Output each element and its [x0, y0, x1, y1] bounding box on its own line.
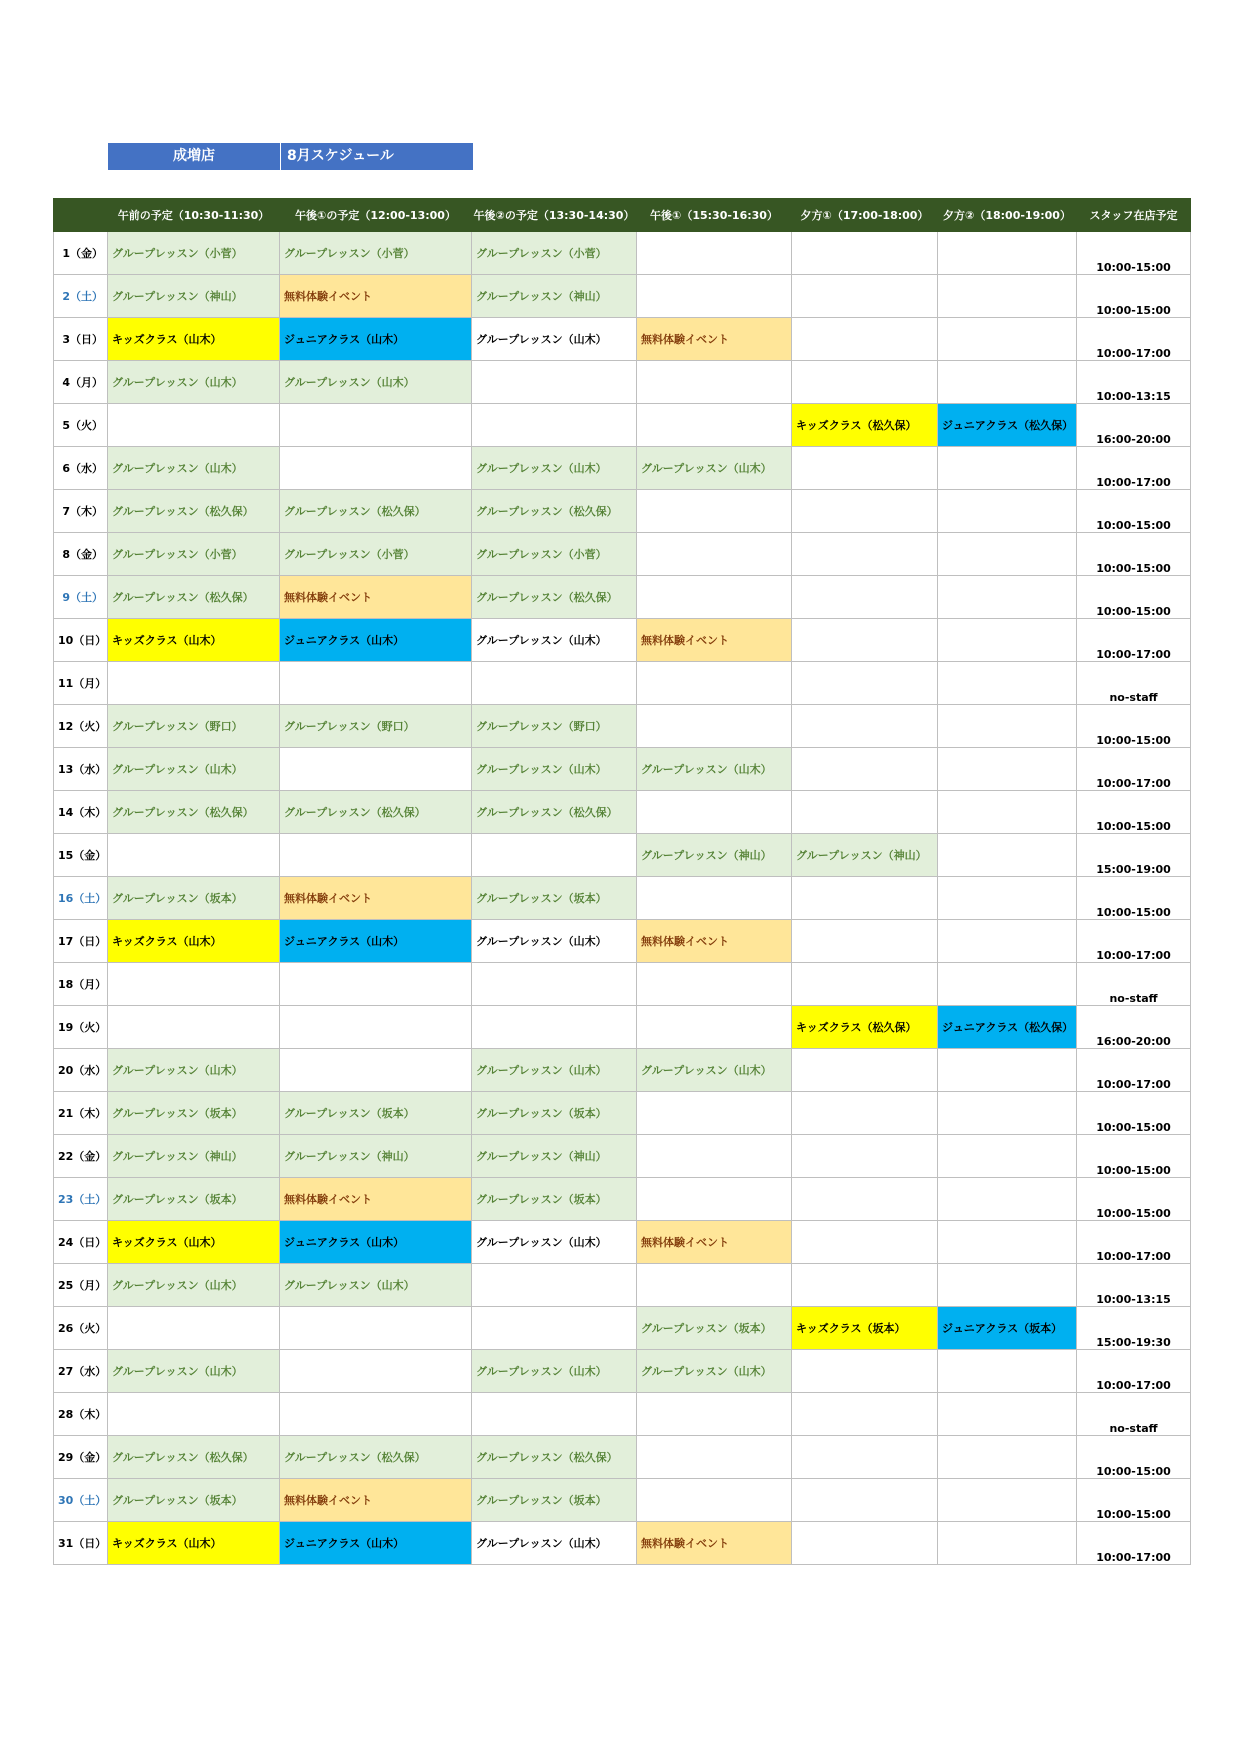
schedule-cell: [938, 662, 1077, 705]
schedule-cell: [938, 1221, 1077, 1264]
schedule-cell: [280, 1307, 472, 1350]
col-header-evening2: 夕方②（18:00-19:00）: [938, 199, 1077, 232]
schedule-cell: [938, 877, 1077, 920]
header-row: [54, 199, 1191, 232]
schedule-cell: [280, 1393, 472, 1436]
month-title: 8月スケジュール: [287, 148, 394, 164]
schedule-cell: グループレッスン（山木）: [637, 447, 792, 490]
staff-hours-cell: 15:00-19:00: [1077, 834, 1191, 877]
schedule-cell: 無料体験イベント: [280, 275, 472, 318]
schedule-cell: キッズクラス（松久保）: [792, 404, 938, 447]
table-row: [54, 1135, 1191, 1178]
schedule-cell: [280, 447, 472, 490]
schedule-cell: グループレッスン（山木）: [108, 1350, 280, 1393]
schedule-cell: キッズクラス（山木）: [108, 1221, 280, 1264]
table-row: [54, 1092, 1191, 1135]
col-header-afternoon3: 午後①（15:30-16:30）: [637, 199, 792, 232]
schedule-cell: グループレッスン（坂本）: [108, 1479, 280, 1522]
schedule-cell: [637, 232, 792, 275]
schedule-cell: 無料体験イベント: [637, 318, 792, 361]
schedule-cell: グループレッスン（小菅）: [472, 232, 637, 275]
table-row: [54, 275, 1191, 318]
schedule-cell: グループレッスン（山木）: [472, 920, 637, 963]
table-row: [54, 1522, 1191, 1565]
schedule-cell: [792, 1479, 938, 1522]
schedule-cell: グループレッスン（山木）: [280, 1264, 472, 1307]
schedule-cell: グループレッスン（山木）: [472, 447, 637, 490]
schedule-cell: [792, 920, 938, 963]
staff-hours-cell: 16:00-20:00: [1077, 404, 1191, 447]
staff-hours-cell: no-staff: [1077, 662, 1191, 705]
staff-hours-cell: 10:00-15:00: [1077, 1135, 1191, 1178]
schedule-cell: グループレッスン（山木）: [472, 619, 637, 662]
schedule-cell: キッズクラス（坂本）: [792, 1307, 938, 1350]
schedule-cell: [792, 1264, 938, 1307]
schedule-cell: [637, 490, 792, 533]
schedule-cell: グループレッスン（野口）: [472, 705, 637, 748]
date-cell: 21（木）: [54, 1092, 108, 1135]
schedule-cell: グループレッスン（山木）: [108, 1049, 280, 1092]
schedule-cell: [938, 705, 1077, 748]
col-header-date: [54, 199, 108, 232]
schedule-cell: ジュニアクラス（山木）: [280, 619, 472, 662]
date-cell: 14（木）: [54, 791, 108, 834]
staff-hours-cell: 10:00-13:15: [1077, 361, 1191, 404]
table-row: [54, 1264, 1191, 1307]
table-row: [54, 963, 1191, 1006]
date-cell: 13（水）: [54, 748, 108, 791]
schedule-cell: グループレッスン（小菅）: [280, 232, 472, 275]
schedule-cell: [792, 232, 938, 275]
date-cell: 28（木）: [54, 1393, 108, 1436]
table-row: [54, 1049, 1191, 1092]
date-cell: 25（月）: [54, 1264, 108, 1307]
schedule-cell: グループレッスン（松久保）: [472, 1436, 637, 1479]
schedule-cell: 無料体験イベント: [280, 1479, 472, 1522]
schedule-cell: [637, 1178, 792, 1221]
staff-hours-cell: 10:00-17:00: [1077, 318, 1191, 361]
schedule-cell: [472, 1393, 637, 1436]
date-cell: 17（日）: [54, 920, 108, 963]
schedule-cell: グループレッスン（山木）: [472, 1522, 637, 1565]
table-row: [54, 318, 1191, 361]
staff-hours-cell: 10:00-15:00: [1077, 877, 1191, 920]
schedule-cell: [938, 1135, 1077, 1178]
schedule-cell: [938, 834, 1077, 877]
schedule-cell: [280, 662, 472, 705]
table-row: [54, 447, 1191, 490]
schedule-cell: ジュニアクラス（山木）: [280, 920, 472, 963]
title-bar: [108, 143, 473, 170]
schedule-cell: [938, 1350, 1077, 1393]
table-row: [54, 576, 1191, 619]
schedule-cell: [938, 576, 1077, 619]
schedule-cell: [792, 1221, 938, 1264]
date-cell: 27（水）: [54, 1350, 108, 1393]
table-row: [54, 834, 1191, 877]
schedule-cell: [108, 963, 280, 1006]
schedule-cell: [637, 533, 792, 576]
schedule-cell: [792, 705, 938, 748]
schedule-cell: [938, 791, 1077, 834]
schedule-cell: [637, 877, 792, 920]
table-row: [54, 1393, 1191, 1436]
date-cell: 23（土）: [54, 1178, 108, 1221]
schedule-cell: キッズクラス（山木）: [108, 318, 280, 361]
schedule-cell: [792, 662, 938, 705]
schedule-cell: [792, 963, 938, 1006]
staff-hours-cell: 10:00-15:00: [1077, 1092, 1191, 1135]
schedule-cell: キッズクラス（山木）: [108, 1522, 280, 1565]
schedule-cell: ジュニアクラス（山木）: [280, 318, 472, 361]
date-cell: 29（金）: [54, 1436, 108, 1479]
date-cell: 4（月）: [54, 361, 108, 404]
staff-hours-cell: 10:00-15:00: [1077, 232, 1191, 275]
staff-hours-cell: 10:00-15:00: [1077, 275, 1191, 318]
schedule-cell: グループレッスン（神山）: [637, 834, 792, 877]
schedule-cell: グループレッスン（神山）: [792, 834, 938, 877]
col-header-afternoon2: 午後②の予定（13:30-14:30）: [472, 199, 637, 232]
schedule-cell: [472, 963, 637, 1006]
date-cell: 12（火）: [54, 705, 108, 748]
schedule-cell: グループレッスン（松久保）: [108, 490, 280, 533]
schedule-cell: 無料体験イベント: [637, 920, 792, 963]
schedule-cell: [938, 1393, 1077, 1436]
schedule-cell: グループレッスン（坂本）: [472, 1092, 637, 1135]
staff-hours-cell: 10:00-15:00: [1077, 1178, 1191, 1221]
date-cell: 31（日）: [54, 1522, 108, 1565]
schedule-cell: [938, 1522, 1077, 1565]
schedule-cell: グループレッスン（松久保）: [280, 791, 472, 834]
schedule-cell: [637, 1393, 792, 1436]
staff-hours-cell: 10:00-15:00: [1077, 791, 1191, 834]
staff-hours-cell: 10:00-15:00: [1077, 576, 1191, 619]
store-name: 成増店: [108, 143, 281, 170]
schedule-cell: 無料体験イベント: [637, 1522, 792, 1565]
table-row: [54, 920, 1191, 963]
schedule-cell: [280, 404, 472, 447]
date-cell: 6（水）: [54, 447, 108, 490]
schedule-cell: [108, 1393, 280, 1436]
schedule-cell: [280, 748, 472, 791]
table-row: [54, 662, 1191, 705]
schedule-cell: [938, 619, 1077, 662]
schedule-cell: [637, 705, 792, 748]
staff-hours-cell: 10:00-15:00: [1077, 705, 1191, 748]
schedule-cell: グループレッスン（野口）: [280, 705, 472, 748]
table-row: [54, 1178, 1191, 1221]
table-row: [54, 1350, 1191, 1393]
date-cell: 22（金）: [54, 1135, 108, 1178]
schedule-cell: 無料体験イベント: [280, 877, 472, 920]
schedule-cell: [637, 662, 792, 705]
schedule-cell: グループレッスン（山木）: [108, 361, 280, 404]
date-cell: 16（土）: [54, 877, 108, 920]
schedule-cell: [792, 877, 938, 920]
schedule-cell: [637, 1092, 792, 1135]
schedule-cell: [472, 361, 637, 404]
table-row: [54, 619, 1191, 662]
table-row: [54, 1006, 1191, 1049]
staff-hours-cell: no-staff: [1077, 963, 1191, 1006]
schedule-cell: [792, 1049, 938, 1092]
staff-hours-cell: 10:00-17:00: [1077, 1522, 1191, 1565]
schedule-cell: [938, 232, 1077, 275]
schedule-cell: グループレッスン（神山）: [280, 1135, 472, 1178]
table-row: [54, 404, 1191, 447]
schedule-cell: グループレッスン（神山）: [108, 275, 280, 318]
schedule-cell: [938, 1479, 1077, 1522]
schedule-cell: [938, 748, 1077, 791]
schedule-cell: [938, 1049, 1077, 1092]
schedule-cell: [472, 1307, 637, 1350]
staff-hours-cell: 10:00-15:00: [1077, 1479, 1191, 1522]
schedule-cell: [938, 963, 1077, 1006]
schedule-cell: グループレッスン（坂本）: [108, 1092, 280, 1135]
schedule-cell: グループレッスン（坂本）: [637, 1307, 792, 1350]
schedule-cell: キッズクラス（山木）: [108, 920, 280, 963]
schedule-cell: [280, 1350, 472, 1393]
schedule-cell: ジュニアクラス（松久保）: [938, 1006, 1077, 1049]
schedule-cell: ジュニアクラス（松久保）: [938, 404, 1077, 447]
schedule-table: [53, 198, 1191, 1565]
schedule-cell: グループレッスン（山木）: [637, 1049, 792, 1092]
schedule-cell: [637, 1135, 792, 1178]
schedule-cell: [792, 1178, 938, 1221]
schedule-cell: グループレッスン（山木）: [472, 1221, 637, 1264]
schedule-cell: グループレッスン（山木）: [472, 1049, 637, 1092]
staff-hours-cell: 10:00-15:00: [1077, 1436, 1191, 1479]
schedule-cell: ジュニアクラス（山木）: [280, 1221, 472, 1264]
staff-hours-cell: 10:00-13:15: [1077, 1264, 1191, 1307]
schedule-cell: [938, 1092, 1077, 1135]
date-cell: 8（金）: [54, 533, 108, 576]
schedule-cell: グループレッスン（松久保）: [472, 576, 637, 619]
schedule-cell: [472, 662, 637, 705]
date-cell: 20（水）: [54, 1049, 108, 1092]
schedule-cell: 無料体験イベント: [280, 1178, 472, 1221]
schedule-cell: グループレッスン（山木）: [637, 1350, 792, 1393]
schedule-cell: [792, 275, 938, 318]
schedule-cell: [938, 490, 1077, 533]
schedule-cell: [637, 1006, 792, 1049]
date-cell: 3（日）: [54, 318, 108, 361]
schedule-cell: [938, 275, 1077, 318]
schedule-cell: グループレッスン（山木）: [108, 748, 280, 791]
schedule-cell: [792, 1522, 938, 1565]
schedule-cell: キッズクラス（山木）: [108, 619, 280, 662]
schedule-cell: [108, 834, 280, 877]
schedule-cell: グループレッスン（野口）: [108, 705, 280, 748]
staff-hours-cell: 10:00-17:00: [1077, 1049, 1191, 1092]
schedule-cell: 無料体験イベント: [637, 619, 792, 662]
schedule-cell: [938, 361, 1077, 404]
schedule-cell: [637, 791, 792, 834]
date-cell: 1（金）: [54, 232, 108, 275]
schedule-cell: [108, 404, 280, 447]
schedule-cell: [280, 1006, 472, 1049]
table-row: [54, 533, 1191, 576]
table-row: [54, 1479, 1191, 1522]
date-cell: 9（土）: [54, 576, 108, 619]
schedule-cell: グループレッスン（山木）: [108, 447, 280, 490]
schedule-cell: [792, 748, 938, 791]
table-row: [54, 877, 1191, 920]
staff-hours-cell: 10:00-17:00: [1077, 619, 1191, 662]
schedule-cell: ジュニアクラス（坂本）: [938, 1307, 1077, 1350]
schedule-cell: グループレッスン（山木）: [472, 1350, 637, 1393]
staff-hours-cell: 10:00-15:00: [1077, 490, 1191, 533]
schedule-cell: [472, 404, 637, 447]
date-cell: 18（月）: [54, 963, 108, 1006]
schedule-cell: グループレッスン（山木）: [637, 748, 792, 791]
schedule-cell: [472, 834, 637, 877]
schedule-cell: グループレッスン（坂本）: [108, 877, 280, 920]
schedule-cell: [637, 404, 792, 447]
table-row: [54, 705, 1191, 748]
staff-hours-cell: 16:00-20:00: [1077, 1006, 1191, 1049]
schedule-cell: [938, 1436, 1077, 1479]
schedule-cell: [792, 1393, 938, 1436]
schedule-cell: [792, 447, 938, 490]
schedule-cell: [792, 490, 938, 533]
schedule-cell: [280, 1049, 472, 1092]
schedule-cell: ジュニアクラス（山木）: [280, 1522, 472, 1565]
staff-hours-cell: 15:00-19:30: [1077, 1307, 1191, 1350]
schedule-cell: [637, 361, 792, 404]
schedule-cell: [637, 963, 792, 1006]
schedule-cell: グループレッスン（松久保）: [108, 791, 280, 834]
staff-hours-cell: 10:00-17:00: [1077, 748, 1191, 791]
schedule-cell: グループレッスン（山木）: [280, 361, 472, 404]
schedule-cell: [472, 1264, 637, 1307]
schedule-cell: [792, 1436, 938, 1479]
schedule-cell: グループレッスン（松久保）: [108, 1436, 280, 1479]
schedule-cell: [938, 318, 1077, 361]
staff-hours-cell: 10:00-17:00: [1077, 447, 1191, 490]
table-row: [54, 791, 1191, 834]
schedule-cell: [938, 920, 1077, 963]
schedule-cell: [792, 576, 938, 619]
schedule-cell: グループレッスン（神山）: [472, 275, 637, 318]
schedule-cell: [108, 1307, 280, 1350]
schedule-cell: [792, 1350, 938, 1393]
schedule-cell: グループレッスン（小菅）: [108, 232, 280, 275]
schedule-cell: グループレッスン（山木）: [472, 748, 637, 791]
schedule-cell: グループレッスン（松久保）: [108, 576, 280, 619]
schedule-cell: グループレッスン（神山）: [472, 1135, 637, 1178]
staff-hours-cell: no-staff: [1077, 1393, 1191, 1436]
schedule-cell: 無料体験イベント: [637, 1221, 792, 1264]
schedule-cell: グループレッスン（山木）: [472, 318, 637, 361]
schedule-cell: [792, 791, 938, 834]
schedule-cell: [938, 447, 1077, 490]
staff-hours-cell: 10:00-17:00: [1077, 1221, 1191, 1264]
staff-hours-cell: 10:00-15:00: [1077, 533, 1191, 576]
schedule-cell: グループレッスン（坂本）: [472, 1479, 637, 1522]
schedule-cell: [637, 1264, 792, 1307]
schedule-cell: グループレッスン（松久保）: [280, 1436, 472, 1479]
schedule-cell: [938, 1178, 1077, 1221]
schedule-cell: [280, 834, 472, 877]
schedule-cell: グループレッスン（神山）: [108, 1135, 280, 1178]
schedule-cell: グループレッスン（松久保）: [280, 490, 472, 533]
table-row: [54, 748, 1191, 791]
col-header-staff: スタッフ在店予定: [1077, 199, 1191, 232]
schedule-cell: [472, 1006, 637, 1049]
date-cell: 30（土）: [54, 1479, 108, 1522]
schedule-cell: グループレッスン（山木）: [108, 1264, 280, 1307]
schedule-cell: グループレッスン（小菅）: [472, 533, 637, 576]
schedule-cell: キッズクラス（松久保）: [792, 1006, 938, 1049]
schedule-cell: [792, 1092, 938, 1135]
date-cell: 24（日）: [54, 1221, 108, 1264]
schedule-cell: 無料体験イベント: [280, 576, 472, 619]
schedule-cell: [792, 318, 938, 361]
date-cell: 7（木）: [54, 490, 108, 533]
date-cell: 2（土）: [54, 275, 108, 318]
schedule-cell: グループレッスン（坂本）: [472, 1178, 637, 1221]
schedule-cell: グループレッスン（坂本）: [280, 1092, 472, 1135]
schedule-cell: [108, 662, 280, 705]
date-cell: 26（火）: [54, 1307, 108, 1350]
schedule-cell: [637, 1436, 792, 1479]
table-row: [54, 1221, 1191, 1264]
table-row: [54, 1436, 1191, 1479]
date-cell: 11（月）: [54, 662, 108, 705]
date-cell: 15（金）: [54, 834, 108, 877]
col-header-evening1: 夕方①（17:00-18:00）: [792, 199, 938, 232]
schedule-cell: [792, 361, 938, 404]
schedule-cell: グループレッスン（小菅）: [280, 533, 472, 576]
date-cell: 19（火）: [54, 1006, 108, 1049]
table-row: [54, 1307, 1191, 1350]
col-header-afternoon1: 午後①の予定（12:00-13:00）: [280, 199, 472, 232]
table-row: [54, 361, 1191, 404]
table-row: [54, 232, 1191, 275]
table-row: [54, 490, 1191, 533]
schedule-cell: [280, 963, 472, 1006]
schedule-cell: [792, 1135, 938, 1178]
schedule-cell: [938, 533, 1077, 576]
staff-hours-cell: 10:00-17:00: [1077, 1350, 1191, 1393]
schedule-cell: グループレッスン（松久保）: [472, 490, 637, 533]
schedule-cell: [108, 1006, 280, 1049]
schedule-cell: [938, 1264, 1077, 1307]
schedule-cell: グループレッスン（坂本）: [108, 1178, 280, 1221]
schedule-cell: [792, 619, 938, 662]
schedule-cell: [792, 533, 938, 576]
schedule-cell: [637, 1479, 792, 1522]
schedule-body: [54, 232, 1191, 1565]
schedule-cell: [637, 275, 792, 318]
col-header-morning: 午前の予定（10:30-11:30）: [108, 199, 280, 232]
schedule-cell: グループレッスン（坂本）: [472, 877, 637, 920]
schedule-cell: グループレッスン（松久保）: [472, 791, 637, 834]
staff-hours-cell: 10:00-17:00: [1077, 920, 1191, 963]
schedule-cell: [637, 576, 792, 619]
date-cell: 5（火）: [54, 404, 108, 447]
schedule-cell: グループレッスン（小菅）: [108, 533, 280, 576]
date-cell: 10（日）: [54, 619, 108, 662]
